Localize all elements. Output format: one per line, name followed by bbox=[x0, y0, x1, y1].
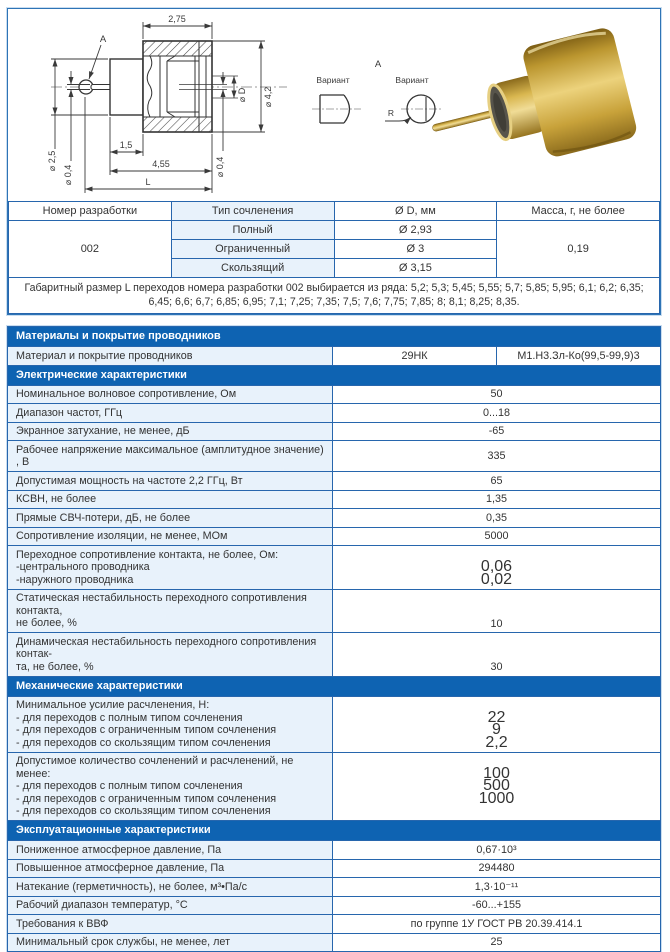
row-label: Допустимая мощность на частоте 2,2 ГГц, Вт bbox=[8, 472, 333, 490]
dim-label-L: L bbox=[145, 177, 151, 187]
spec-note-row bbox=[9, 278, 660, 314]
mass-cell: 0,19 bbox=[497, 221, 660, 278]
row-label-line: - для переходов с полным типом сочленения bbox=[16, 711, 243, 724]
row-label bbox=[8, 753, 333, 821]
length-note: Габаритный размер L переходов номера разработки 002 выбирается из ряда: 5,2; 5,3; 5,45; 5,55; 5,7; 5,85; 5,95; 6,1; 6,2; 6,35; 6,45; 6,6; 6,7; 6,85; 6,95; 7,1; 7,25; 7,35; 7,5; 7,6; 7,75; 7,85; 8; 8,1; 8,25; 8,35. bbox=[9, 278, 660, 314]
row-label-line: - для переходов с полным типом сочленения bbox=[16, 780, 243, 792]
row-label bbox=[8, 590, 333, 633]
row-label-line: та, не более, % bbox=[16, 660, 94, 673]
row-label: Диапазон частот, ГГц bbox=[8, 404, 333, 422]
view-a-label: А bbox=[99, 34, 107, 45]
row-label: Прямые СВЧ-потери, дБ, не более bbox=[8, 509, 333, 527]
dim-label-2-75: 2,75 bbox=[168, 14, 186, 24]
mating-type-cell: Скользящий bbox=[171, 259, 334, 278]
technical-drawing-area bbox=[8, 9, 660, 201]
row-label-line: -центрального проводника bbox=[16, 561, 150, 573]
radius-label: R bbox=[387, 108, 395, 118]
row-value: 65 bbox=[490, 474, 503, 487]
row-value: 50 bbox=[490, 388, 503, 401]
spec-header-mating-type: Тип сочленения bbox=[171, 202, 334, 221]
table-row bbox=[8, 508, 660, 527]
section-materials: Материалы и покрытие проводников bbox=[8, 327, 660, 346]
row-value: 335 bbox=[487, 450, 506, 462]
table-row bbox=[8, 471, 660, 490]
table-row-dynamic-instability bbox=[8, 632, 660, 676]
row-label-line: Минимальное усилие расчленения, Н: bbox=[16, 699, 210, 711]
coating-value: М1.Н3.Зл-Ко(99,5-99,9)3 bbox=[517, 349, 640, 362]
variant-left-label: Вариант bbox=[316, 75, 350, 85]
spec-header-diameter: Ø D, мм bbox=[334, 202, 497, 221]
row-value: 1,35 bbox=[485, 493, 507, 506]
spec-table bbox=[8, 201, 660, 314]
spec-header-dev-number: Номер разработки bbox=[9, 202, 172, 221]
row-label bbox=[8, 633, 333, 676]
row-label: КСВН, не более bbox=[8, 491, 333, 509]
row-value: 294480 bbox=[478, 862, 515, 875]
row-label: Требования к ВВФ bbox=[8, 915, 333, 933]
photo-large-cylinder bbox=[521, 26, 639, 159]
table-row bbox=[8, 527, 660, 546]
section-mechanical: Механические характеристики bbox=[8, 676, 660, 696]
table-row bbox=[8, 403, 660, 422]
row-label: Повышенное атмосферное давление, Па bbox=[8, 860, 333, 878]
view-a-small-label: А bbox=[374, 59, 382, 70]
table-row-mating-cycles bbox=[8, 752, 660, 821]
diameter-cell: Ø 2,93 bbox=[334, 221, 497, 240]
row-value: -60...+155 bbox=[472, 899, 521, 912]
row-value: 100 500 1000 bbox=[478, 764, 515, 807]
row-value: 10 bbox=[490, 617, 503, 630]
technical-drawing bbox=[8, 9, 660, 201]
row-label-line: Допустимое количество сочленений и расчленений, не менее: bbox=[16, 755, 294, 780]
connector-photo bbox=[419, 26, 639, 185]
table-row bbox=[8, 859, 660, 878]
row-value: 25 bbox=[490, 936, 503, 949]
section-operational: Эксплуатационные характеристики bbox=[8, 820, 660, 840]
row-label-line: Динамическая нестабильность переходного сопротивления контак- bbox=[16, 635, 317, 660]
dev-number-cell: 002 bbox=[9, 221, 172, 278]
dim-label-2-5: ⌀ 2,5 bbox=[47, 150, 57, 172]
table-row bbox=[8, 914, 660, 933]
row-value: 22 9 2,2 bbox=[485, 708, 508, 751]
row-value: 0,35 bbox=[485, 511, 507, 524]
spec-header-row bbox=[9, 202, 660, 221]
table-row bbox=[8, 385, 660, 404]
diameter-cell: Ø 3,15 bbox=[334, 259, 497, 278]
row-label: Сопротивление изоляции, не менее, МОм bbox=[8, 528, 333, 546]
hatch-top bbox=[143, 41, 212, 56]
row-value: 5000 bbox=[484, 530, 509, 543]
diameter-cell: Ø 3 bbox=[334, 240, 497, 259]
connector-body-small bbox=[110, 59, 143, 115]
table-row bbox=[8, 440, 660, 471]
row-label: Номинальное волновое сопротивление, Ом bbox=[8, 386, 333, 404]
spec-header-mass: Масса, г, не более bbox=[497, 202, 660, 221]
table-row-contact-resistance bbox=[8, 545, 660, 589]
row-label bbox=[8, 546, 333, 589]
row-label: Пониженное атмосферное давление, Па bbox=[8, 841, 333, 859]
row-value: 0,06 0,02 bbox=[480, 558, 513, 588]
row-label-line: - для переходов с ограниченным типом сочленения bbox=[16, 792, 277, 805]
row-value: 30 bbox=[490, 661, 503, 673]
dim-label-D: ⌀ D bbox=[237, 87, 247, 103]
table-row bbox=[8, 840, 660, 859]
table-row-decoupling-force bbox=[8, 696, 660, 752]
dim-label-0-4-right: ⌀ 0,4 bbox=[215, 156, 225, 178]
row-label-line: -наружного проводника bbox=[16, 573, 134, 586]
table-row bbox=[8, 933, 660, 952]
dim-label-4-55: 4,55 bbox=[152, 159, 170, 169]
row-value: 0,67·10³ bbox=[476, 843, 517, 856]
row-label: Минимальный срок службы, не менее, лет bbox=[8, 934, 333, 952]
row-value: 0...18 bbox=[482, 406, 510, 419]
table-row-material bbox=[8, 346, 660, 365]
row-label-line: - для переходов со скользящим типом сочленения bbox=[16, 805, 271, 817]
dim-label-0-4-left: ⌀ 0,4 bbox=[63, 164, 73, 186]
dim-label-4-2: ⌀ 4,2 bbox=[263, 86, 273, 108]
row-label bbox=[8, 697, 333, 752]
row-label: Натекание (герметичность), не более, м³•Па/с bbox=[8, 878, 333, 896]
variant-right-label: Вариант bbox=[395, 75, 429, 85]
row-label-line: - для переходов со скользящим типом сочленения bbox=[16, 736, 271, 749]
row-value: 1,3·10⁻¹¹ bbox=[474, 881, 519, 894]
table-row bbox=[8, 422, 660, 441]
table-row-static-instability bbox=[8, 589, 660, 633]
mating-type-cell: Ограниченный bbox=[171, 240, 334, 259]
table-row bbox=[8, 896, 660, 915]
section-electrical: Электрические характеристики bbox=[8, 365, 660, 385]
row-label: Рабочее напряжение максимальное (амплитудное значение) , В bbox=[8, 441, 333, 471]
row-label: Материал и покрытие проводников bbox=[8, 347, 333, 365]
hatch-bottom bbox=[143, 117, 212, 132]
mating-type-cell: Полный bbox=[171, 221, 334, 240]
drawing-and-spec-panel bbox=[7, 8, 661, 315]
table-row bbox=[8, 490, 660, 509]
dim-label-1-5: 1,5 bbox=[119, 140, 133, 150]
row-label-line: не более, % bbox=[16, 617, 77, 629]
row-label-line: Статическая нестабильность переходного сопротивления контакта, bbox=[16, 592, 307, 617]
spec-row-full bbox=[9, 221, 660, 240]
row-value: -65 bbox=[488, 425, 505, 438]
material-value: 29НК bbox=[333, 347, 497, 365]
row-value: по группе 1У ГОСТ РВ 20.39.414.1 bbox=[410, 917, 583, 930]
row-label: Рабочий диапазон температур, °С bbox=[8, 897, 333, 915]
row-label: Экранное затухание, не менее, дБ bbox=[8, 423, 333, 441]
row-label-line: - для переходов с ограниченным типом сочленения bbox=[16, 724, 277, 736]
table-row bbox=[8, 877, 660, 896]
characteristics-table bbox=[7, 326, 661, 952]
row-label-line: Переходное сопротивление контакта, не более, Ом: bbox=[16, 548, 279, 561]
